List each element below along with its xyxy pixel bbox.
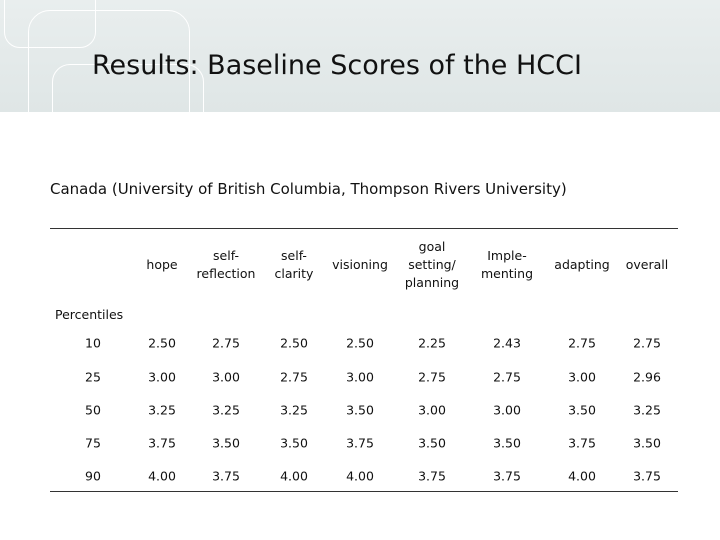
row-group-label: Percentiles [55,307,124,322]
table-top-rule [50,228,678,229]
score-cell: 3.00 [418,402,446,418]
slide-title: Results: Baseline Scores of the HCCI [92,50,582,81]
score-cell: 2.75 [212,335,240,351]
column-header: self- clarity [274,248,314,281]
score-cell: 3.75 [346,435,374,451]
column-header: goal setting/ planning [404,239,460,290]
score-cell: 3.25 [212,402,240,418]
score-cell: 3.50 [346,402,374,418]
column-header: adapting [554,257,610,272]
score-cell: 3.75 [148,435,176,451]
score-cell: 3.75 [568,435,596,451]
percentile-label: 75 [85,435,101,451]
score-cell: 3.50 [493,435,521,451]
score-cell: 2.75 [493,369,521,385]
score-cell: 2.43 [493,335,521,351]
score-cell: 3.75 [212,468,240,484]
score-cell: 3.00 [568,369,596,385]
column-header: visioning [332,257,388,272]
percentile-label: 50 [85,402,101,418]
score-cell: 3.50 [568,402,596,418]
score-cell: 4.00 [568,468,596,484]
column-header: overall [625,257,669,272]
percentile-label: 90 [85,468,101,484]
score-cell: 3.50 [212,435,240,451]
score-cell: 2.75 [568,335,596,351]
score-cell: 3.50 [280,435,308,451]
score-cell: 4.00 [280,468,308,484]
score-cell: 2.50 [148,335,176,351]
score-cell: 3.00 [493,402,521,418]
decorative-frame [4,0,96,48]
score-cell: 3.00 [148,369,176,385]
score-cell: 3.25 [280,402,308,418]
table-bottom-rule [50,491,678,492]
column-header: hope [146,257,178,272]
score-cell: 2.96 [633,369,661,385]
column-header: self- reflection [196,248,256,281]
score-cell: 4.00 [346,468,374,484]
score-cell: 2.50 [280,335,308,351]
score-cell: 3.00 [346,369,374,385]
score-cell: 3.75 [418,468,446,484]
score-cell: 3.25 [633,402,661,418]
score-cell: 3.50 [633,435,661,451]
score-cell: 3.75 [493,468,521,484]
score-cell: 4.00 [148,468,176,484]
score-cell: 2.75 [280,369,308,385]
percentile-label: 10 [85,335,101,351]
column-header: Imple- menting [480,248,534,281]
score-cell: 3.25 [148,402,176,418]
score-cell: 3.50 [418,435,446,451]
score-cell: 2.75 [418,369,446,385]
score-cell: 2.25 [418,335,446,351]
percentile-label: 25 [85,369,101,385]
score-cell: 3.00 [212,369,240,385]
score-cell: 3.75 [633,468,661,484]
score-cell: 2.75 [633,335,661,351]
score-cell: 2.50 [346,335,374,351]
slide-subtitle: Canada (University of British Columbia, Thompson Rivers University) [50,180,567,198]
